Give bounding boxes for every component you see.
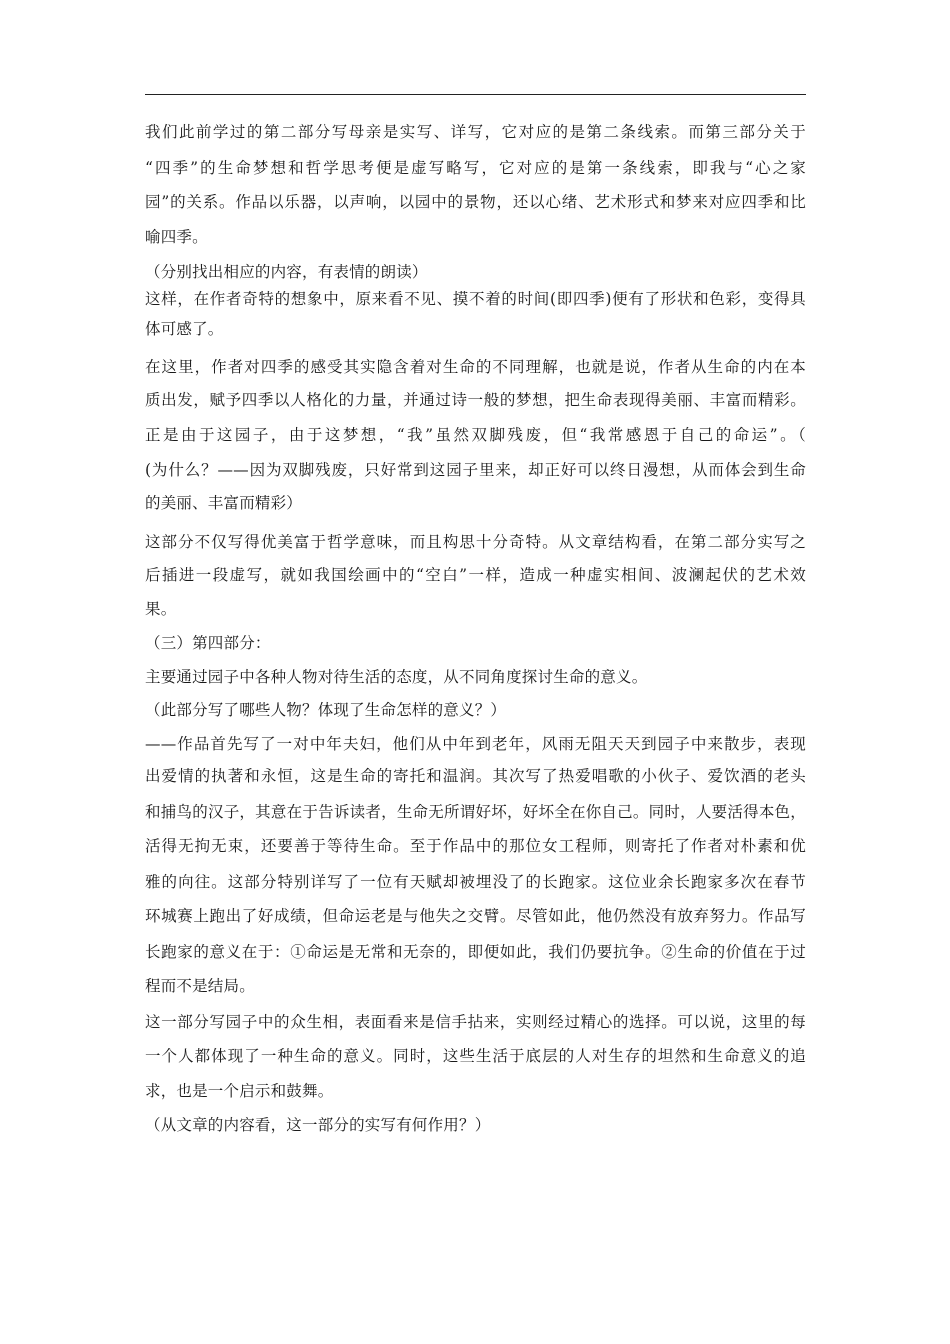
text-line: 后插进一段虚写，就如我国绘画中的“空白”一样，造成一种虚实相间、波澜起伏的艺术效 bbox=[145, 566, 806, 584]
text-line: 在这里，作者对四季的感受其实隐含着对生命的不同理解，也就是说，作者从生命的内在本 bbox=[145, 358, 806, 376]
text-line: 果。 bbox=[145, 600, 177, 618]
text-line: 这一部分写园子中的众生相，表面看来是信手拈来，实则经过精心的选择。可以说，这里的每 bbox=[145, 1013, 806, 1031]
text-line: “四季”的生命梦想和哲学思考便是虚写略写，它对应的是第一条线索，即我与“心之家 bbox=[145, 159, 806, 177]
text-line: 程而不是结局。 bbox=[145, 977, 255, 995]
text-line: 正是由于这园子，由于这梦想，“我”虽然双脚残废，但“我常感恩于自己的命运”。（ bbox=[145, 426, 806, 444]
text-line: 一个人都体现了一种生命的意义。同时，这些生活于底层的人对生存的坦然和生命意义的追 bbox=[145, 1047, 806, 1065]
text-line: 长跑家的意义在于：①命运是无常和无奈的，即便如此，我们仍要抗争。②生命的价值在于过 bbox=[145, 943, 806, 961]
text-line: （从文章的内容看，这一部分的实写有何作用？） bbox=[145, 1116, 491, 1134]
text-line: （分别找出相应的内容，有表情的朗读） bbox=[145, 263, 428, 281]
text-line: （此部分写了哪些人物？体现了生命怎样的意义？） bbox=[145, 701, 507, 719]
text-line: 喻四季。 bbox=[145, 228, 208, 246]
text-line: 这部分不仅写得优美富于哲学意味，而且构思十分奇特。从文章结构看，在第二部分实写之 bbox=[145, 533, 806, 551]
header-rule bbox=[145, 94, 806, 95]
text-line: 园”的关系。作品以乐器，以声响，以园中的景物，还以心绪、艺术形式和梦来对应四季和比 bbox=[145, 193, 806, 211]
text-line: 和捕鸟的汉子，其意在于告诉读者，生命无所谓好坏，好坏全在你自己。同时，人要活得本色， bbox=[145, 803, 806, 821]
text-line: ——作品首先写了一对中年夫妇，他们从中年到老年，风雨无阻天天到园子中来散步，表现 bbox=[145, 735, 806, 753]
text-line: 体可感了。 bbox=[145, 320, 224, 338]
text-line: 出爱情的执著和永恒，这是生命的寄托和温润。其次写了热爱唱歌的小伙子、爱饮酒的老头 bbox=[145, 767, 806, 785]
text-line: 质出发，赋予四季以人格化的力量，并通过诗一般的梦想，把生命表现得美丽、丰富而精彩。 bbox=[145, 391, 806, 409]
text-line: 环城赛上跑出了好成绩，但命运老是与他失之交臂。尽管如此，他仍然没有放弃努力。作品写 bbox=[145, 907, 806, 925]
text-line: 雅的向往。这部分特别详写了一位有天赋却被埋没了的长跑家。这位业余长跑家多次在春节 bbox=[145, 873, 806, 891]
text-line: 主要通过园子中各种人物对待生活的态度，从不同角度探讨生命的意义。 bbox=[145, 668, 648, 686]
text-line: 活得无拘无束，还要善于等待生命。至于作品中的那位女工程师，则寄托了作者对朴素和优 bbox=[145, 837, 806, 855]
text-line: 的美丽、丰富而精彩） bbox=[145, 494, 303, 512]
text-line: （三）第四部分： bbox=[145, 634, 271, 652]
text-line: 求，也是一个启示和鼓舞。 bbox=[145, 1082, 334, 1100]
text-line: 我们此前学过的第二部分写母亲是实写、详写，它对应的是第二条线索。而第三部分关于 bbox=[145, 123, 806, 141]
text-line: 这样，在作者奇特的想象中，原来看不见、摸不着的时间(即四季)便有了形状和色彩，变得具 bbox=[145, 290, 806, 308]
text-line: (为什么？——因为双脚残废，只好常到这园子里来，却正好可以终日漫想，从而体会到生命 bbox=[145, 461, 806, 479]
